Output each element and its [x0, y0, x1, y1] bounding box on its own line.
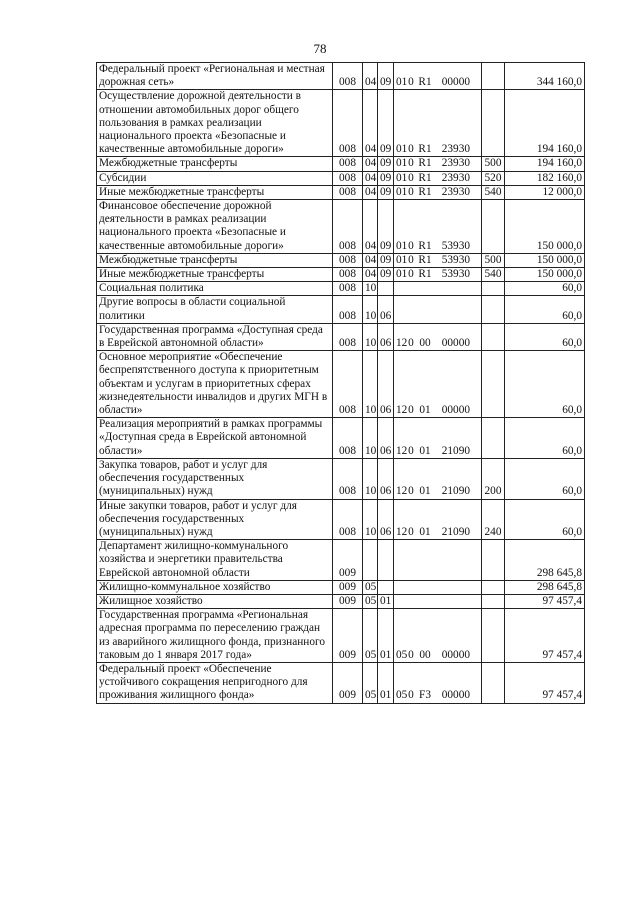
ministry-code-cell: 008 [333, 185, 363, 199]
target-article-part: 01 [419, 485, 431, 498]
target-article-part: 21090 [441, 485, 470, 498]
target-article-part: R1 [418, 171, 432, 184]
target-article-part: F3 [419, 689, 431, 702]
section-code-cell: 04 [363, 157, 378, 171]
ministry-code-cell: 008 [333, 200, 363, 254]
target-article-part: 00 [419, 648, 431, 661]
target-article-cell [394, 157, 482, 171]
target-article-part: 23930 [441, 143, 470, 156]
target-article-part: 05 [396, 689, 408, 702]
table-row [97, 594, 585, 608]
table-row [97, 157, 585, 171]
expense-type-cell: 540 [482, 185, 505, 199]
section-code-cell: 05 [363, 662, 378, 703]
table-row [97, 90, 585, 157]
row-name-cell: Субсидии [97, 171, 333, 185]
subsection-code-cell: 06 [378, 323, 394, 350]
table-row [97, 268, 585, 282]
section-code-cell: 10 [363, 296, 378, 323]
table-row [97, 458, 585, 499]
target-article-part: 12 [396, 337, 408, 350]
subsection-code-cell: 06 [378, 499, 394, 540]
amount-cell: 60,0 [505, 296, 585, 323]
table-row [97, 499, 585, 540]
subsection-code-cell: 09 [378, 157, 394, 171]
table-row [97, 351, 585, 418]
subsection-code-cell [378, 282, 394, 296]
target-article-part: 01 [396, 171, 408, 184]
table-row [97, 185, 585, 199]
row-name-cell: Государственная программа «Доступная среда в Еврейской автономной области» [97, 323, 333, 350]
target-article-part: 0 [408, 444, 414, 457]
target-article-part: R1 [418, 76, 432, 89]
amount-cell: 150 000,0 [505, 268, 585, 282]
target-article-part: 01 [396, 157, 408, 170]
target-article-part: 01 [419, 525, 431, 538]
target-article-part: R1 [418, 268, 432, 281]
target-article-part: 05 [396, 648, 408, 661]
expense-type-cell [482, 662, 505, 703]
row-name-cell: Межбюджетные трансферты [97, 253, 333, 267]
subsection-code-cell: 01 [378, 609, 394, 663]
target-article-part: 0 [408, 157, 414, 170]
expense-type-cell [482, 580, 505, 594]
target-article-part: 00000 [441, 76, 470, 89]
expense-type-cell [482, 594, 505, 608]
table-row [97, 63, 585, 90]
table-row [97, 609, 585, 663]
target-article-cell [394, 185, 482, 199]
row-name-cell: Иные межбюджетные трансферты [97, 185, 333, 199]
expense-type-cell [482, 200, 505, 254]
target-article-part: 01 [396, 239, 408, 252]
ministry-code-cell: 009 [333, 609, 363, 663]
ministry-code-cell: 008 [333, 323, 363, 350]
section-code-cell: 10 [363, 458, 378, 499]
ministry-code-cell: 008 [333, 63, 363, 90]
target-article-cell [394, 90, 482, 157]
target-article-cell [394, 323, 482, 350]
section-code-cell: 10 [363, 499, 378, 540]
amount-cell: 60,0 [505, 499, 585, 540]
target-article-part: 0 [408, 239, 414, 252]
ministry-code-cell: 008 [333, 253, 363, 267]
subsection-code-cell: 01 [378, 662, 394, 703]
table-row [97, 253, 585, 267]
target-article-part: R1 [418, 185, 432, 198]
target-article-cell [394, 662, 482, 703]
section-code-cell: 05 [363, 580, 378, 594]
subsection-code-cell: 09 [378, 185, 394, 199]
row-name-cell: Федеральный проект «Обеспечение устойчивого сокращения непригодного для проживания жилищного фонда» [97, 662, 333, 703]
section-code-cell: 04 [363, 185, 378, 199]
expense-type-cell [482, 63, 505, 90]
target-article-part: 01 [396, 253, 408, 266]
row-name-cell: Межбюджетные трансферты [97, 157, 333, 171]
ministry-code-cell: 008 [333, 157, 363, 171]
target-article-part: 53930 [441, 268, 470, 281]
target-article-part: 0 [408, 337, 414, 350]
subsection-code-cell: 01 [378, 594, 394, 608]
subsection-code-cell: 09 [378, 90, 394, 157]
section-code-cell: 04 [363, 268, 378, 282]
section-code-cell: 05 [363, 594, 378, 608]
target-article-part: 0 [408, 485, 414, 498]
target-article-cell [394, 200, 482, 254]
section-code-cell: 10 [363, 323, 378, 350]
target-article-part: 00000 [441, 648, 470, 661]
budget-table [96, 62, 585, 704]
section-code-cell: 10 [363, 282, 378, 296]
subsection-code-cell: 09 [378, 253, 394, 267]
section-code-cell: 04 [363, 90, 378, 157]
amount-cell: 60,0 [505, 323, 585, 350]
target-article-cell [394, 253, 482, 267]
target-article-part: 01 [396, 185, 408, 198]
row-name-cell: Социальная политика [97, 282, 333, 296]
page-number: 78 [313, 41, 327, 56]
target-article-part: 01 [419, 444, 431, 457]
row-name-cell: Другие вопросы в области социальной политики [97, 296, 333, 323]
section-code-cell [363, 540, 378, 581]
target-article-cell [394, 296, 482, 323]
table-row [97, 662, 585, 703]
target-article-cell [394, 351, 482, 418]
ministry-code-cell: 009 [333, 540, 363, 581]
amount-cell: 60,0 [505, 282, 585, 296]
expense-type-cell [482, 323, 505, 350]
target-article-part: 0 [408, 253, 414, 266]
target-article-part: R1 [418, 157, 432, 170]
amount-cell: 298 645,8 [505, 580, 585, 594]
section-code-cell: 10 [363, 351, 378, 418]
expense-type-cell: 500 [482, 253, 505, 267]
expense-type-cell [482, 418, 505, 459]
subsection-code-cell: 09 [378, 268, 394, 282]
table-row [97, 580, 585, 594]
target-article-part: R1 [418, 239, 432, 252]
target-article-part: 0 [408, 143, 414, 156]
target-article-cell [394, 171, 482, 185]
target-article-part: R1 [418, 253, 432, 266]
subsection-code-cell: 06 [378, 351, 394, 418]
row-name-cell: Департамент жилищно-коммунального хозяйства и энергетики правительства Еврейской автономной области [97, 540, 333, 581]
target-article-part: 12 [396, 525, 408, 538]
target-article-part: 00000 [441, 689, 470, 702]
target-article-cell [394, 458, 482, 499]
expense-type-cell [482, 609, 505, 663]
row-name-cell: Финансовое обеспечение дорожной деятельности в рамках реализации национального проекта «Безопасные и качественные автомобильные дороги» [97, 200, 333, 254]
target-article-part: 12 [396, 444, 408, 457]
target-article-cell [394, 268, 482, 282]
target-article-cell [394, 418, 482, 459]
target-article-cell [394, 282, 482, 296]
amount-cell: 150 000,0 [505, 253, 585, 267]
expense-type-cell: 540 [482, 268, 505, 282]
row-name-cell: Реализация мероприятий в рамках программы «Доступная среда в Еврейской автономной области» [97, 418, 333, 459]
target-article-part: 0 [408, 404, 414, 417]
row-name-cell: Федеральный проект «Региональная и местная дорожная сеть» [97, 63, 333, 90]
ministry-code-cell: 009 [333, 580, 363, 594]
row-name-cell: Закупка товаров, работ и услуг для обеспечения государственных (муниципальных) нужд [97, 458, 333, 499]
expense-type-cell [482, 90, 505, 157]
target-article-part: 0 [408, 689, 414, 702]
amount-cell: 182 160,0 [505, 171, 585, 185]
target-article-part: 12 [396, 485, 408, 498]
ministry-code-cell: 008 [333, 458, 363, 499]
table-row [97, 540, 585, 581]
section-code-cell: 10 [363, 418, 378, 459]
subsection-code-cell: 06 [378, 296, 394, 323]
target-article-part: 21090 [441, 525, 470, 538]
subsection-code-cell: 09 [378, 200, 394, 254]
amount-cell: 194 160,0 [505, 90, 585, 157]
table-row [97, 418, 585, 459]
row-name-cell: Осуществление дорожной деятельности в отношении автомобильных дорог общего пользования в рамках реализации национального проекта «Безопасные и качественные автомобильные дороги» [97, 90, 333, 157]
amount-cell: 344 160,0 [505, 63, 585, 90]
table-row [97, 200, 585, 254]
row-name-cell: Иные межбюджетные трансферты [97, 268, 333, 282]
amount-cell: 97 457,4 [505, 662, 585, 703]
target-article-part: 00000 [441, 404, 470, 417]
target-article-part: 00 [419, 337, 431, 350]
table-row [97, 323, 585, 350]
expense-type-cell [482, 282, 505, 296]
target-article-part: 0 [408, 185, 414, 198]
ministry-code-cell: 008 [333, 282, 363, 296]
expense-type-cell [482, 351, 505, 418]
target-article-cell [394, 63, 482, 90]
target-article-part: 23930 [441, 157, 470, 170]
amount-cell: 97 457,4 [505, 609, 585, 663]
target-article-cell [394, 609, 482, 663]
amount-cell: 97 457,4 [505, 594, 585, 608]
target-article-part: 0 [408, 525, 414, 538]
subsection-code-cell: 09 [378, 171, 394, 185]
target-article-part: 53930 [441, 239, 470, 252]
amount-cell: 60,0 [505, 351, 585, 418]
amount-cell: 298 645,8 [505, 540, 585, 581]
section-code-cell: 05 [363, 609, 378, 663]
row-name-cell: Основное мероприятие «Обеспечение беспрепятственного доступа к приоритетным объектам и услугам в приоритетных сферах жизнедеятельности инвалидов и других МГН в области» [97, 351, 333, 418]
row-name-cell: Иные закупки товаров, работ и услуг для обеспечения государственных (муниципальных) нужд [97, 499, 333, 540]
ministry-code-cell: 009 [333, 594, 363, 608]
amount-cell: 12 000,0 [505, 185, 585, 199]
expense-type-cell: 240 [482, 499, 505, 540]
amount-cell: 60,0 [505, 418, 585, 459]
ministry-code-cell: 008 [333, 418, 363, 459]
target-article-part: 23930 [441, 171, 470, 184]
target-article-part: 0 [408, 648, 414, 661]
target-article-part: 23930 [441, 185, 470, 198]
table-row [97, 296, 585, 323]
table-row [97, 282, 585, 296]
ministry-code-cell: 008 [333, 296, 363, 323]
subsection-code-cell: 06 [378, 418, 394, 459]
section-code-cell: 04 [363, 253, 378, 267]
subsection-code-cell: 09 [378, 63, 394, 90]
expense-type-cell: 520 [482, 171, 505, 185]
subsection-code-cell [378, 540, 394, 581]
subsection-code-cell: 06 [378, 458, 394, 499]
row-name-cell: Жилищно-коммунальное хозяйство [97, 580, 333, 594]
target-article-part: 01 [396, 268, 408, 281]
target-article-cell [394, 540, 482, 581]
target-article-part: 00000 [441, 337, 470, 350]
amount-cell: 60,0 [505, 458, 585, 499]
target-article-part: 01 [396, 76, 408, 89]
target-article-cell [394, 594, 482, 608]
ministry-code-cell: 008 [333, 499, 363, 540]
section-code-cell: 04 [363, 171, 378, 185]
ministry-code-cell: 008 [333, 171, 363, 185]
expense-type-cell: 500 [482, 157, 505, 171]
section-code-cell: 04 [363, 200, 378, 254]
subsection-code-cell [378, 580, 394, 594]
target-article-cell [394, 580, 482, 594]
target-article-part: 21090 [441, 444, 470, 457]
ministry-code-cell: 008 [333, 90, 363, 157]
target-article-part: 0 [408, 268, 414, 281]
ministry-code-cell: 008 [333, 351, 363, 418]
amount-cell: 150 000,0 [505, 200, 585, 254]
target-article-part: 12 [396, 404, 408, 417]
row-name-cell: Государственная программа «Региональная адресная программа по переселению граждан из аварийного жилищного фонда, признанного таковым до 1 января 2017 года» [97, 609, 333, 663]
target-article-cell [394, 499, 482, 540]
section-code-cell: 04 [363, 63, 378, 90]
target-article-part: 01 [419, 404, 431, 417]
amount-cell: 194 160,0 [505, 157, 585, 171]
target-article-part: R1 [418, 143, 432, 156]
target-article-part: 0 [408, 76, 414, 89]
row-name-cell: Жилищное хозяйство [97, 594, 333, 608]
table-row [97, 171, 585, 185]
expense-type-cell [482, 296, 505, 323]
expense-type-cell [482, 540, 505, 581]
ministry-code-cell: 009 [333, 662, 363, 703]
ministry-code-cell: 008 [333, 268, 363, 282]
target-article-part: 0 [408, 171, 414, 184]
target-article-part: 53930 [441, 253, 470, 266]
expense-type-cell: 200 [482, 458, 505, 499]
target-article-part: 01 [396, 143, 408, 156]
